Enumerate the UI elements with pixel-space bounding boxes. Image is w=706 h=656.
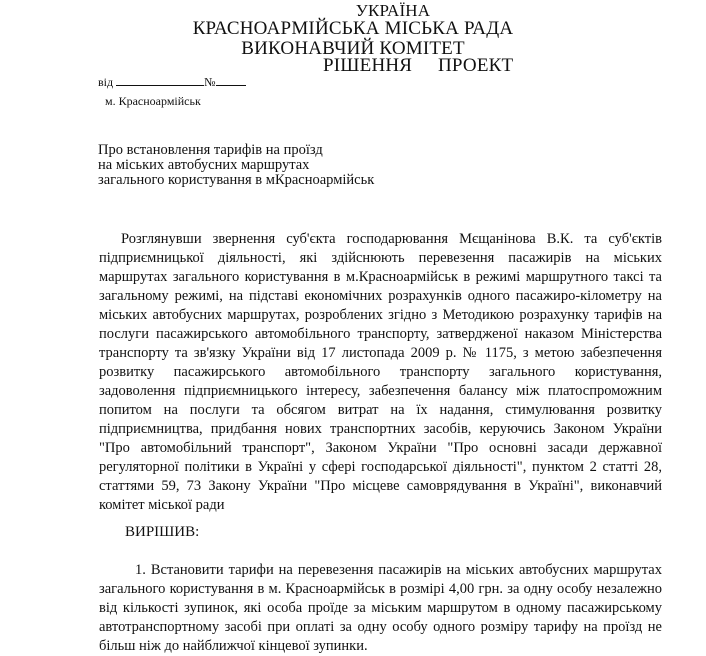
preamble-line: транспорту та зв'язку України від 17 листопада 2009 р. № 1175, з метою забезпечення [99, 345, 662, 361]
preamble-paragraph [99, 230, 662, 515]
decision-subject [98, 143, 374, 188]
preamble-line: комітет міської ради [99, 497, 225, 513]
header-council: КРАСНОАРМІЙСЬКА МІСЬКА РАДА [192, 18, 514, 39]
preamble-line: послуги пасажирського автомобільного транспорту, затвердженої наказом Міністерства [99, 326, 662, 342]
resolution-heading: ВИРІШИВ: [125, 524, 200, 540]
resolution-line: від кількості зупинок, які особа проїде за міським маршрутом в одному пасажирському [99, 600, 662, 616]
preamble-line: маршрутах загального користування в м.Красноармійськ в режимі маршрутного таксі та [99, 269, 662, 285]
number-blank [216, 75, 246, 86]
number-label: № [204, 75, 216, 89]
preamble-line: задоволення підприємницького інтересу, забезпечення балансу між платоспроможним [99, 383, 662, 399]
header-committee: ВИКОНАВЧИЙ КОМІТЕТ [241, 38, 465, 59]
subject-line: на міських автобусних маршрутах [98, 157, 310, 173]
preamble-line: "Про автомобільний транспорт", Законом України "Про основні засади державної [99, 440, 662, 456]
subject-line: загального користування в мКрасноармійськ [98, 172, 375, 188]
preamble-line: статтями 59, 73 Закону України "Про місцеве самоврядування в Україні", виконавчий [99, 478, 662, 494]
resolution-line: більш ніж до найближчої кінцевої зупинки. [99, 638, 368, 654]
date-blank [116, 75, 204, 86]
preamble-line: Розглянувши звернення суб'єкта господарювання Мєщанінова В.К. та суб'єктів [121, 231, 662, 247]
preamble-line: загальному режимі, на підставі економічних розрахунків одного пасажиро-кілометру на [99, 288, 662, 304]
header-country: УКРАЇНА [355, 1, 431, 20]
subject-line: Про встановлення тарифів на проїзд [98, 142, 323, 158]
date-number-line [98, 75, 246, 89]
header-draft: ПРОЕКТ [438, 55, 514, 76]
from-label: від [98, 75, 114, 89]
city-label: м. Красноармійськ [105, 94, 201, 108]
preamble-line: підприємництва, придбання нових транспортних засобів, керуючись Законом України [99, 421, 662, 437]
preamble-line: регуляторної політики в Україні у сфері господарської діяльності", пунктом 2 статті 28, [99, 459, 662, 475]
preamble-line: міських автобусних маршрутах, розроблених згідно з Методикою розрахунку тарифів на [99, 307, 662, 323]
resolution-line: автотранспортному засобі при оплаті за одну особу одного розміру тарифу на проїзд не [99, 619, 662, 635]
preamble-line: підприємницької діяльності, які здійснюють перевезення пасажирів на міських [99, 250, 662, 266]
resolution-line: 1. Встановити тарифи на перевезення пасажирів на міських автобусних маршрутах [135, 562, 662, 578]
header-decision: РІШЕННЯ [323, 55, 413, 76]
preamble-line: попитом на послуги та обсягом витрат на їх надання, стимулювання розвитку [99, 402, 662, 418]
resolution-line: загального користування в м. Красноармійськ в розмірі 4,00 грн. за одну особу незалежно [99, 581, 662, 597]
preamble-line: розвитку пасажирського автомобільного транспорту загального користування, [99, 364, 662, 380]
resolution-item-1 [99, 561, 662, 656]
